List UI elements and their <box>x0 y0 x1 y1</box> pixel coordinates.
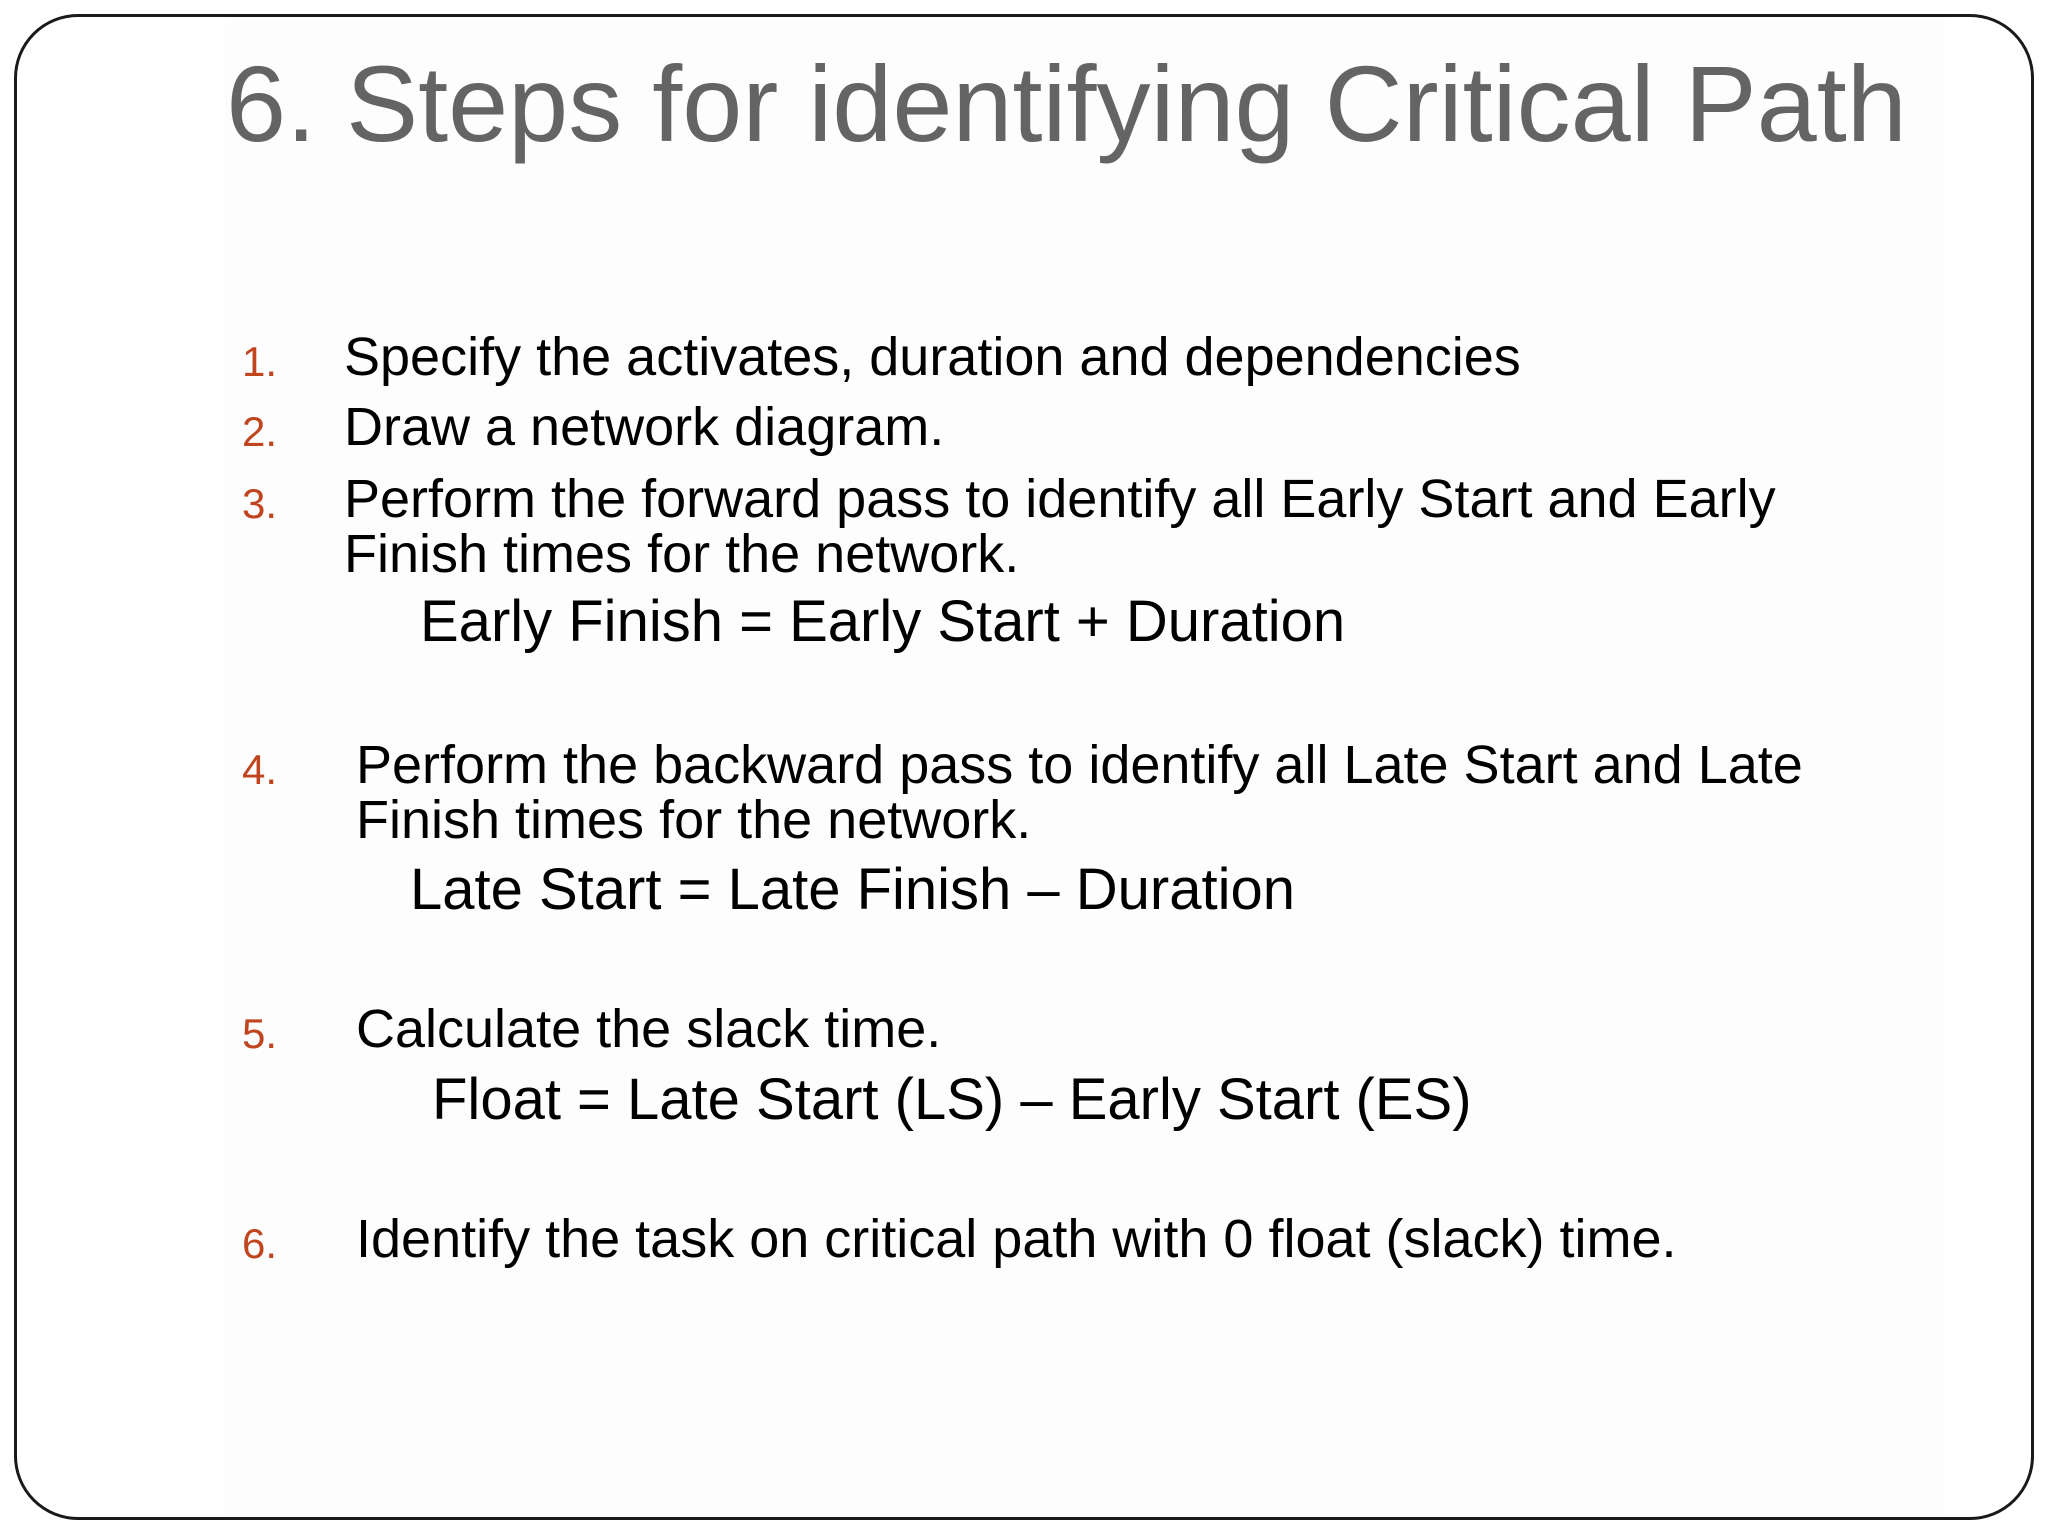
step-4-text-line-2: Finish times for the network. <box>356 790 1032 850</box>
step-1-number: 1. <box>242 338 278 385</box>
slide-title: 6. Steps for identifying Critical Path <box>226 43 1907 164</box>
step-3-text-line-1: Perform the forward pass to identify all Early Start and Early <box>344 469 1776 529</box>
step-3-number: 3. <box>242 480 278 527</box>
float-formula: Float = Late Start (LS) – Early Start (ES) <box>432 1067 1472 1132</box>
step-2-text: Draw a network diagram. <box>344 397 945 457</box>
step-4-text-line-1: Perform the backward pass to identify all Late Start and Late <box>356 735 1803 795</box>
late-start-formula: Late Start = Late Finish – Duration <box>410 857 1296 922</box>
step-3-text-line-2: Finish times for the network. <box>344 524 1020 584</box>
early-finish-formula: Early Finish = Early Start + Duration <box>420 589 1346 654</box>
step-6-text: Identify the task on critical path with 0 float (slack) time. <box>356 1209 1677 1269</box>
step-5-text: Calculate the slack time. <box>356 999 942 1059</box>
step-2-number: 2. <box>242 408 278 455</box>
step-1-text: Specify the activates, duration and dependencies <box>344 327 1521 387</box>
step-4-number: 4. <box>242 746 278 793</box>
step-6-number: 6. <box>242 1220 278 1267</box>
step-5-number: 5. <box>242 1010 278 1057</box>
